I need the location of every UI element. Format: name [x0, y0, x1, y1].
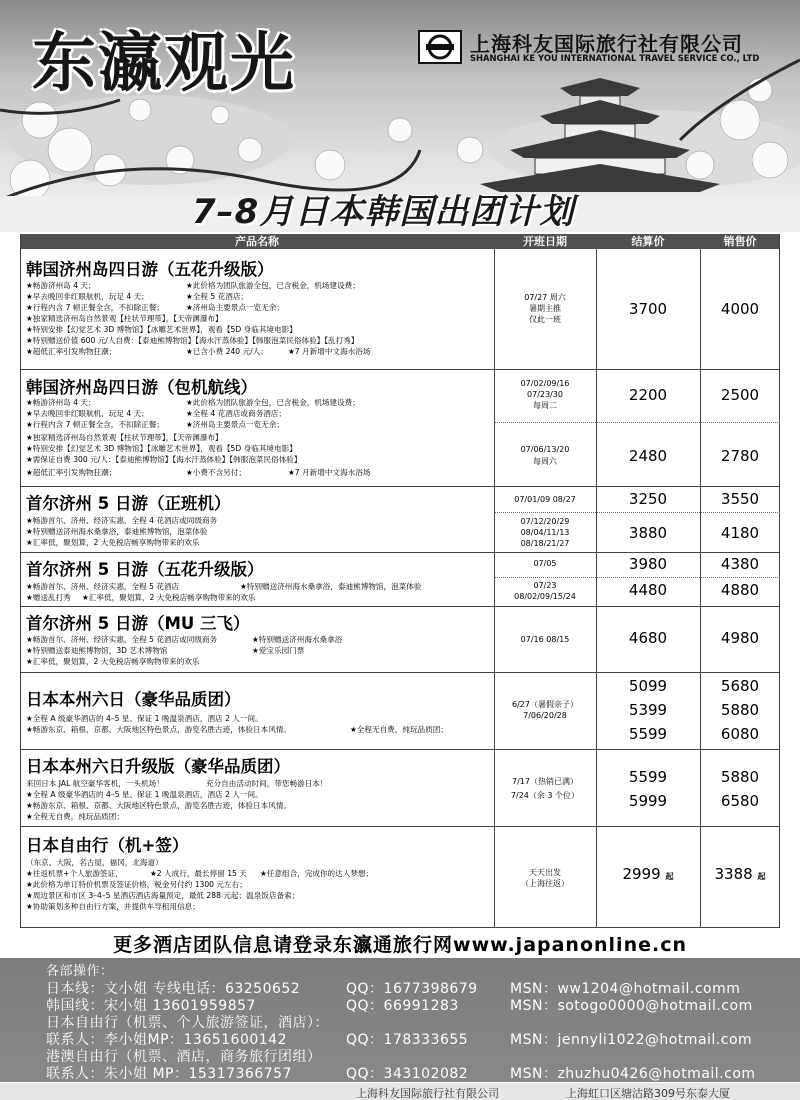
sale-price-value: 3388 — [714, 865, 753, 883]
feature-item: ★畅游首尔、济州、经济实惠，全程 5 花酒店或同级商务 — [26, 635, 218, 644]
contact-name: 联系人：李小姐MP：13651600142 — [46, 1032, 288, 1048]
departure-date: 08/04/11/13 — [520, 528, 570, 537]
product-title: 日本本州六日（豪华品质团） — [26, 690, 241, 709]
header-product: 产品名称 — [235, 235, 279, 248]
feature-item: ★独家精选济州岛自然景观【柱状节理带】，【天帝渊瀑布】 — [26, 314, 223, 323]
departure-date: 07/05 — [533, 559, 557, 568]
departure-date: 7/17（热销已满） — [512, 777, 578, 786]
settle-price: 5399 — [628, 701, 668, 719]
departure-date: （上海往返） — [521, 879, 569, 888]
feature-item: ★7 月新增中文海水浴场 — [288, 347, 371, 356]
product-title: 韩国济州岛四日游（包机航线） — [26, 378, 257, 397]
feature-item: 充分自由活动时间，带您畅游日本！ — [206, 779, 328, 788]
feature-item: ★特别安排【幻觉艺术 3D 博物馆】【冰雕艺术世界】，观看【5D 身临其境电影】 — [26, 444, 297, 453]
company-name-en: SHANGHAI KE YOU INTERNATIONAL TRAVEL SERVICE CO., LTD — [470, 53, 760, 63]
sale-price: 2500 — [720, 386, 760, 404]
departure-date: 6/27（暑假亲子） — [512, 700, 578, 709]
sale-price: 5680 — [720, 677, 760, 695]
departure-date: 07/01/09 08/27 — [514, 495, 576, 504]
departure-date: 07/02/09/16 — [520, 379, 570, 388]
departure-date: 07/16 08/15 — [520, 635, 570, 644]
sale-price: 4380 — [720, 555, 760, 573]
company-name: 上海科友国际旅行社有限公司 — [470, 32, 743, 56]
departure-date: 仅此一班 — [529, 315, 561, 324]
feature-item: ★畅游济州岛 4 天； — [26, 398, 96, 407]
feature-item: ★行程内含 7 顿正餐全含，不扣除正餐； — [26, 420, 164, 429]
departure-date: 7/06/20/28 — [523, 711, 567, 720]
feature-item: ★济州岛主要景点一览无余； — [186, 420, 284, 429]
settle-price: 2480 — [628, 447, 668, 465]
feature-item: （东京，大阪，名古屋，福冈，北海道） — [26, 858, 163, 867]
feature-item: ★特别赠送济州海水桑拿浴，泰迪熊博物馆，泡菜体验 — [240, 582, 422, 591]
departure-date: 07/27 周六 — [524, 293, 566, 302]
sale-price: 6080 — [720, 725, 760, 743]
feature-item: ★爱宝乐园门票 — [252, 646, 305, 655]
sale-price: 6580 — [720, 792, 760, 810]
settle-price-value: 2999 — [622, 865, 661, 883]
settle-price: 3250 — [628, 490, 668, 508]
feature-item: ★行程内含 7 顿正餐全含，不扣除正餐； — [26, 303, 164, 312]
product-title: 首尔济州 5 日游（正班机） — [26, 494, 231, 513]
feature-item: ★畅游济州岛 4 天； — [26, 281, 96, 290]
departure-date: 天天出发 — [529, 868, 561, 877]
departure-date: 08/18/21/27 — [520, 539, 570, 548]
feature-item: 来回日本 JAL 航空豪华客机，一头机场！ — [26, 779, 164, 788]
header-settle: 结算价 — [631, 235, 665, 248]
product-title: 日本自由行（机+签） — [26, 836, 189, 855]
feature-item: ★全程 4 花酒店或商务酒店； — [186, 409, 286, 418]
departure-date: 暑期主推 — [529, 304, 561, 313]
feature-item: ★周边景区和市区 3–4–5 星酒店酒店海量预定，最低 288 元起；温泉饭店备索； — [26, 891, 300, 900]
product-title: 首尔济州 5 日游（MU 三飞） — [26, 614, 250, 633]
price-from-label: 起 — [757, 872, 766, 881]
sale-price: 5880 — [720, 701, 760, 719]
contact-name: 港澳自由行（机票、酒店，商务旅行团组） — [46, 1049, 322, 1065]
contacts-label: 各部操作： — [46, 964, 114, 979]
settle-price: 3980 — [628, 555, 668, 573]
sale-price: 5880 — [720, 768, 760, 786]
footer-company: 上海科友国际旅行社有限公司 — [356, 1087, 499, 1100]
feature-item: ★超低汇率引发购物狂潮； — [26, 347, 117, 356]
settle-price: 4680 — [628, 629, 668, 647]
feature-item: ★早去晚回非红眼航机，玩足 4 天； — [26, 292, 149, 301]
contact-msn: MSN：sotogo0000@hotmail.com — [510, 998, 753, 1014]
feature-item: ★7 月新增中文海水浴场 — [288, 468, 371, 477]
departure-date: 每周六 — [533, 457, 557, 466]
departure-date: 7/24（余 3 个位） — [510, 791, 580, 800]
tour-table — [20, 234, 780, 928]
feature-item: ★畅游首尔、济州、经济实惠，全程 4 花酒店或同级商务 — [26, 516, 218, 525]
plan-title: 7–8月日本韩国出团计划 — [192, 192, 575, 232]
departure-date: 07/12/20/29 — [520, 517, 570, 526]
settle-price: 5599 — [628, 768, 668, 786]
feature-item: ★任意组合，完成你的达人梦想； — [260, 869, 374, 878]
contact-name: 日本线：文小姐 专线电话：63250652 — [46, 981, 301, 997]
contact-qq: QQ：66991283 — [346, 998, 459, 1014]
feature-item: ★特别安排【幻觉艺术 3D 博物馆】【冰雕艺术世界】，观看【5D 身临其境电影】 — [26, 325, 297, 334]
feature-item: ★畅游首尔、济州、经济实惠，全程 5 花酒店 — [26, 582, 180, 591]
header-banner — [0, 0, 800, 232]
feature-item: ★特别赠送济州海水桑拿浴，泰迪熊博物馆，泡菜体验 — [26, 527, 208, 536]
sale-price: 4180 — [720, 524, 760, 542]
feature-item: ★此价格为单订特价机票及签证价格，税金另付约 1300 元左右； — [26, 880, 247, 889]
feature-item: ★全程 A 级豪华酒店的 4–5 星、保证 1 晚温泉酒店，酒店 2 人一间。 — [26, 790, 263, 799]
settle-price: 3700 — [628, 300, 668, 318]
contact-name: 联系人：朱小姐 MP：15317366757 — [46, 1066, 292, 1082]
settle-price: 5999 — [628, 792, 668, 810]
contact-qq: QQ：1677398679 — [346, 981, 478, 997]
feature-item: ★独家精选济州岛自然景观【柱状节理带】，【天帝渊瀑布】 — [26, 433, 223, 442]
feature-item: ★全程无自费，纯玩品质团； — [350, 725, 448, 734]
sale-price: 4880 — [720, 581, 760, 599]
footer — [0, 1083, 800, 1100]
feature-item: ★全程无自费，纯玩品质团； — [26, 812, 124, 821]
departure-date: 07/23 — [533, 581, 557, 590]
feature-item: ★济州岛主要景点一览无余； — [186, 303, 284, 312]
sale-price: 2780 — [720, 447, 760, 465]
feature-item: ★特别赠送泰迪熊博物馆，3D 艺术博物馆 — [26, 646, 168, 655]
feature-item: ★已含小费 240 元/人； — [186, 347, 268, 356]
sale-price: 4980 — [720, 629, 760, 647]
feature-item: ★往返机票+个人旅游签证， — [26, 869, 123, 878]
contact-msn: MSN：zhuzhu0426@hotmail.com — [510, 1066, 756, 1082]
contact-name: 日本自由行（机票、个人旅游签证，酒店）： — [46, 1015, 329, 1031]
feature-item: ★特别赠送济州海水桑拿浴 — [252, 635, 343, 644]
footer-address: 上海虹口区塘沽路309号东泰大厦 — [566, 1087, 730, 1100]
header-date: 开班日期 — [523, 235, 567, 248]
departure-date: 08/02/09/15/24 — [514, 592, 576, 601]
website-line: 更多酒店团队信息请登录东瀛通旅行网www.japanonline.cn — [113, 934, 687, 956]
feature-item: ★汇率低，聚划算，2 大免税店畅享购物带来的欢乐 — [26, 538, 200, 547]
contact-qq: QQ：178333655 — [346, 1032, 469, 1048]
contacts-panel — [0, 958, 800, 1082]
settle-price: 5099 — [628, 677, 668, 695]
contact-msn: MSN：jennyli1022@hotmail.com — [510, 1032, 753, 1048]
company-logo-icon — [418, 30, 462, 64]
feature-item: ★协助策划多种自由行方案，并提供车导租用信息； — [26, 902, 200, 911]
sale-price: 3550 — [720, 490, 760, 508]
product-title: 首尔济州 5 日游（五花升级版） — [26, 560, 264, 579]
feature-item: ★畅游东京、箱根、京都、大阪地区特色景点，游览名胜古迹，体验日本风情。 — [26, 725, 291, 734]
feature-item: ★畅游东京、箱根、京都、大阪地区特色景点，游览名胜古迹，体验日本风情。 — [26, 801, 291, 810]
settle-price: 5599 — [628, 725, 668, 743]
settle-price: 3880 — [628, 524, 668, 542]
product-title: 日本本州六日升级版（豪华品质团） — [26, 757, 290, 776]
feature-item: ★特别赠送价值 600 元/人自费：【泰迪熊博物馆】【海水汗蒸体验】【韩服泡菜民俗体验】【乱打秀】 — [26, 336, 359, 345]
feature-item: ★早去晚回非红眼航机，玩足 4 天； — [26, 409, 149, 418]
feature-item: ★此价格为团队旅游全包，已含税金，机场建设费； — [186, 398, 360, 407]
product-title: 韩国济州岛四日游（五花升级版） — [26, 260, 274, 279]
sale-price: 4000 — [720, 300, 760, 318]
settle-price: 4480 — [628, 581, 668, 599]
departure-date: 07/06/13/20 — [520, 445, 570, 454]
sale-price — [700, 865, 780, 883]
header-sale: 销售价 — [723, 235, 757, 248]
departure-date: 每周二 — [533, 401, 557, 410]
settle-price: 2200 — [628, 386, 668, 404]
feature-item: ★小费不含另付； — [186, 468, 246, 477]
contact-qq: QQ：343102082 — [346, 1066, 469, 1082]
contact-msn: MSN：ww1204@hotmail.comm — [510, 981, 741, 997]
feature-item: ★需保证自费 300 元/人：【泰迪熊博物馆】【海水汗蒸体验】【韩服泡菜民俗体验】 — [26, 455, 302, 464]
price-from-label: 起 — [665, 872, 674, 881]
feature-item: ★全程 A 级豪华酒店的 4–5 星、保证 1 晚温泉酒店，酒店 2 人一间。 — [26, 714, 263, 723]
settle-price — [596, 865, 700, 883]
brand-title: 东瀛观光 — [32, 27, 296, 101]
feature-item: ★全程 5 花酒店； — [186, 292, 249, 301]
table-header — [20, 234, 780, 249]
feature-item: ★汇率低，聚划算，2 大免税店畅享购物带来的欢乐 — [82, 593, 256, 602]
feature-item: ★此价格为团队旅游全包，已含税金，机场建设费； — [186, 281, 360, 290]
contact-name: 韩国线：宋小姐 13601959857 — [46, 998, 256, 1014]
feature-item: ★超低汇率引发购物狂潮； — [26, 468, 117, 477]
feature-item: ★赠送乱打秀 — [26, 593, 71, 602]
departure-date: 07/23/30 — [527, 390, 563, 399]
feature-item: ★汇率低，聚划算，2 大免税店畅享购物带来的欢乐 — [26, 657, 200, 666]
feature-item: ★2 人成行，最长停留 15 天 — [150, 869, 247, 878]
